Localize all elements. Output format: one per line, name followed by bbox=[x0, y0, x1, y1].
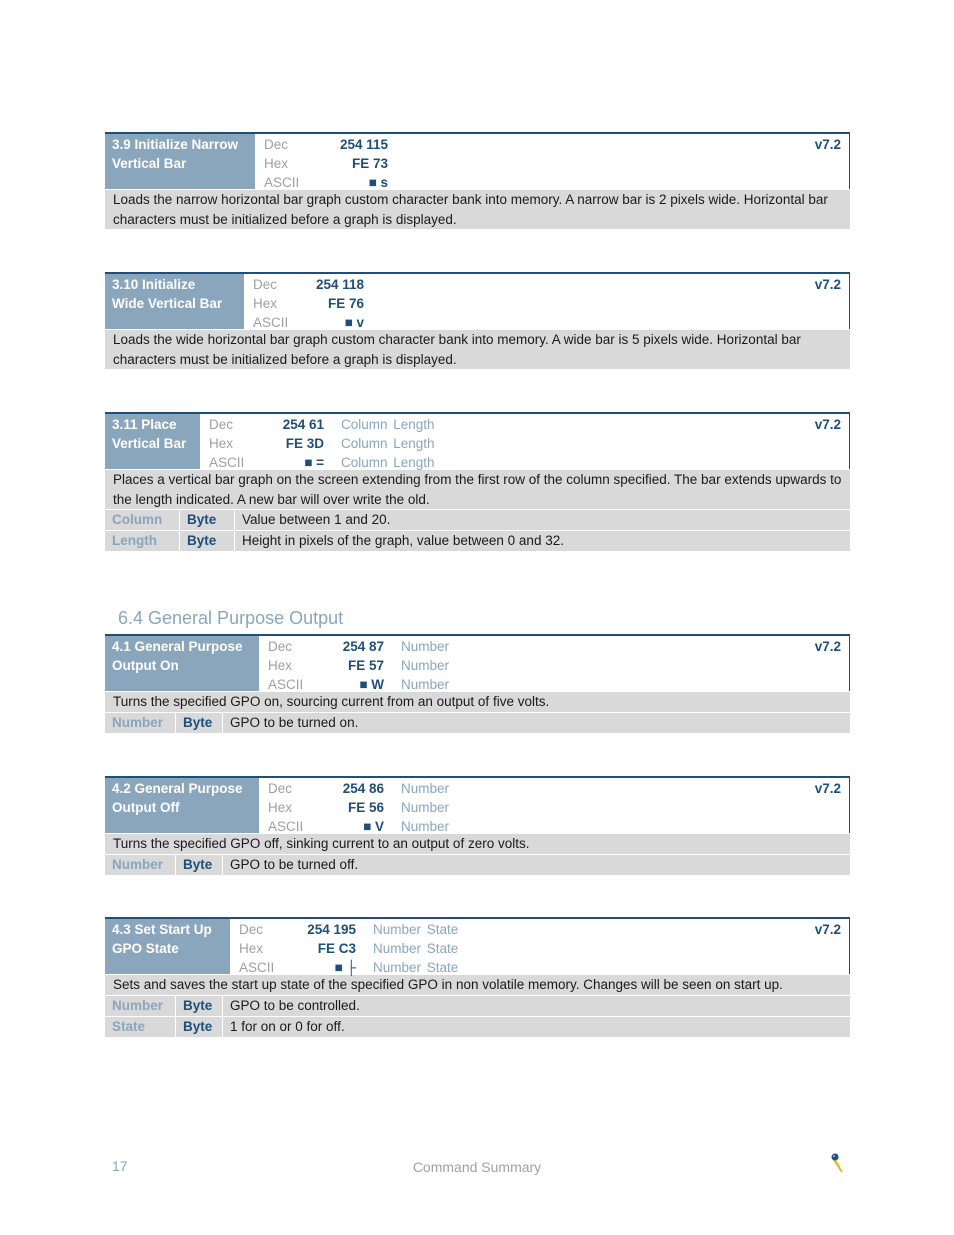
param-names: Column Length bbox=[341, 417, 435, 432]
dec-value: 254 195 bbox=[307, 922, 356, 937]
hex-value: FE C3 bbox=[317, 941, 356, 956]
command-description: Loads the narrow horizontal bar graph custom character bank into memory. A narrow bar is 2 pixels wide. Horizontal bar characters must be initialized before a graph is displayed. bbox=[105, 189, 850, 229]
command-title-line: Wide Vertical Bar bbox=[112, 296, 223, 311]
dec-label: Dec bbox=[209, 417, 234, 432]
command-block-3-11 bbox=[105, 412, 850, 551]
command-title-line: 4.2 General Purpose bbox=[112, 781, 243, 796]
hex-label: Hex bbox=[253, 296, 278, 311]
hex-value: FE 76 bbox=[327, 296, 364, 311]
command-title bbox=[105, 636, 259, 691]
dec-label: Dec bbox=[239, 922, 264, 937]
command-codes bbox=[230, 919, 849, 974]
param-names: Number bbox=[401, 658, 450, 673]
dec-label: Dec bbox=[268, 639, 293, 654]
ascii-value: ■ = bbox=[304, 455, 324, 470]
ascii-label: ASCII bbox=[209, 455, 245, 470]
argument-name: Number bbox=[105, 996, 176, 1016]
command-title-line: Output Off bbox=[112, 800, 180, 815]
command-header bbox=[105, 272, 850, 329]
param-names: Number bbox=[401, 800, 450, 815]
version-label: v7.2 bbox=[814, 417, 841, 432]
argument-name: Number bbox=[105, 855, 176, 875]
argument-type: Byte bbox=[176, 855, 223, 875]
command-title-line: Vertical Bar bbox=[112, 156, 187, 171]
dec-value: 254 61 bbox=[282, 417, 324, 432]
hex-label: Hex bbox=[264, 156, 289, 171]
argument-row bbox=[105, 712, 850, 733]
argument-description: Height in pixels of the graph, value between 0 and 32. bbox=[242, 533, 564, 548]
command-header bbox=[105, 634, 850, 691]
hex-label: Hex bbox=[239, 941, 264, 956]
version-label: v7.2 bbox=[814, 639, 841, 654]
command-title bbox=[105, 414, 200, 469]
command-block-4-2 bbox=[105, 776, 850, 875]
argument-row bbox=[105, 530, 850, 551]
command-block-3-9 bbox=[105, 132, 850, 229]
argument-row bbox=[105, 995, 850, 1016]
argument-row bbox=[105, 509, 850, 530]
command-title-line: 4.1 General Purpose bbox=[112, 639, 243, 654]
ascii-value: ■ ├ bbox=[334, 960, 356, 975]
ascii-value: ■ V bbox=[363, 819, 384, 834]
hex-value: FE 56 bbox=[347, 800, 384, 815]
ascii-value: ■ s bbox=[368, 175, 388, 190]
version-label: v7.2 bbox=[814, 922, 841, 937]
ascii-label: ASCII bbox=[268, 819, 304, 834]
command-title-line: Vertical Bar bbox=[112, 436, 187, 451]
command-description: Loads the wide horizontal bar graph custom character bank into memory. A wide bar is 5 pixels wide. Horizontal bar characters must be initialized before a graph is displayed. bbox=[105, 329, 850, 369]
command-block-4-3 bbox=[105, 917, 850, 1037]
argument-description: Value between 1 and 20. bbox=[242, 512, 391, 527]
command-title-line: 4.3 Set Start Up bbox=[112, 922, 212, 937]
command-block-3-10 bbox=[105, 272, 850, 369]
argument-name: Column bbox=[105, 510, 180, 530]
footer-title: Command Summary bbox=[412, 1159, 542, 1175]
argument-row bbox=[105, 1016, 850, 1037]
param-names: Number bbox=[401, 819, 450, 834]
command-header bbox=[105, 776, 850, 833]
param-names: Number bbox=[401, 781, 450, 796]
command-description: Turns the specified GPO on, sourcing current from an output of five volts. bbox=[105, 691, 850, 712]
hex-label: Hex bbox=[268, 658, 293, 673]
command-title bbox=[105, 134, 255, 189]
argument-type: Byte bbox=[176, 996, 223, 1016]
dec-value: 254 115 bbox=[339, 137, 388, 152]
command-title-line: Output On bbox=[112, 658, 179, 673]
command-title-line: 3.9 Initialize Narrow bbox=[112, 137, 239, 152]
command-block-4-1 bbox=[105, 634, 850, 733]
param-names: Number State bbox=[373, 960, 459, 975]
argument-type: Byte bbox=[180, 531, 235, 551]
dec-label: Dec bbox=[253, 277, 278, 292]
command-description: Sets and saves the start up state of the specified GPO in non volatile memory. Changes will be seen on start up. bbox=[105, 974, 850, 995]
argument-row bbox=[105, 854, 850, 875]
company-logo-icon bbox=[826, 1150, 848, 1174]
command-codes bbox=[255, 134, 849, 189]
version-label: v7.2 bbox=[814, 781, 841, 796]
command-title bbox=[105, 778, 259, 833]
command-title bbox=[105, 919, 230, 974]
argument-description: GPO to be turned off. bbox=[230, 856, 359, 872]
ascii-label: ASCII bbox=[268, 677, 304, 692]
command-codes bbox=[259, 778, 849, 833]
command-header bbox=[105, 132, 850, 189]
argument-description: GPO to be controlled. bbox=[230, 997, 360, 1013]
page-number: 17 bbox=[112, 1158, 128, 1174]
version-label: v7.2 bbox=[814, 277, 841, 292]
ascii-label: ASCII bbox=[253, 315, 289, 330]
version-label: v7.2 bbox=[814, 137, 841, 152]
command-header bbox=[105, 917, 850, 974]
dec-value: 254 86 bbox=[342, 781, 384, 796]
command-description: Places a vertical bar graph on the screen extending from the first row of the column specified. The bar extends upwards to the length indicated. A new bar will over write the old. bbox=[105, 469, 850, 509]
command-description: Turns the specified GPO off, sinking current to an output of zero volts. bbox=[105, 833, 850, 854]
command-title-line: GPO State bbox=[112, 941, 179, 956]
section-heading: 6.4 General Purpose Output bbox=[118, 608, 344, 628]
command-title-line: 3.11 Place bbox=[112, 417, 177, 432]
param-names: Column Length bbox=[341, 436, 435, 451]
argument-type: Byte bbox=[176, 1017, 223, 1037]
param-names: Number bbox=[401, 677, 450, 692]
ascii-value: ■ v bbox=[344, 315, 364, 330]
argument-type: Byte bbox=[176, 713, 223, 733]
dec-label: Dec bbox=[264, 137, 289, 152]
argument-description: GPO to be turned on. bbox=[230, 714, 359, 730]
hex-label: Hex bbox=[268, 800, 293, 815]
dec-value: 254 118 bbox=[315, 277, 364, 292]
dec-label: Dec bbox=[268, 781, 293, 796]
param-names: Number State bbox=[373, 941, 459, 956]
param-names: Number bbox=[401, 639, 450, 654]
ascii-label: ASCII bbox=[264, 175, 300, 190]
hex-label: Hex bbox=[209, 436, 234, 451]
command-header bbox=[105, 412, 850, 469]
command-title-line: 3.10 Initialize bbox=[112, 277, 196, 292]
argument-description: 1 for on or 0 for off. bbox=[230, 1018, 345, 1034]
command-title bbox=[105, 274, 244, 329]
param-names: Column Length bbox=[341, 455, 435, 470]
ascii-label: ASCII bbox=[239, 960, 275, 975]
dec-value: 254 87 bbox=[342, 639, 384, 654]
param-names: Number State bbox=[373, 922, 459, 937]
ascii-value: ■ W bbox=[359, 677, 384, 692]
command-codes bbox=[244, 274, 849, 329]
argument-type: Byte bbox=[180, 510, 235, 530]
argument-name: State bbox=[105, 1017, 176, 1037]
command-codes bbox=[200, 414, 849, 469]
hex-value: FE 3D bbox=[285, 436, 324, 451]
argument-name: Number bbox=[105, 713, 176, 733]
argument-name: Length bbox=[105, 531, 180, 551]
command-codes bbox=[259, 636, 849, 691]
hex-value: FE 73 bbox=[351, 156, 388, 171]
hex-value: FE 57 bbox=[347, 658, 384, 673]
